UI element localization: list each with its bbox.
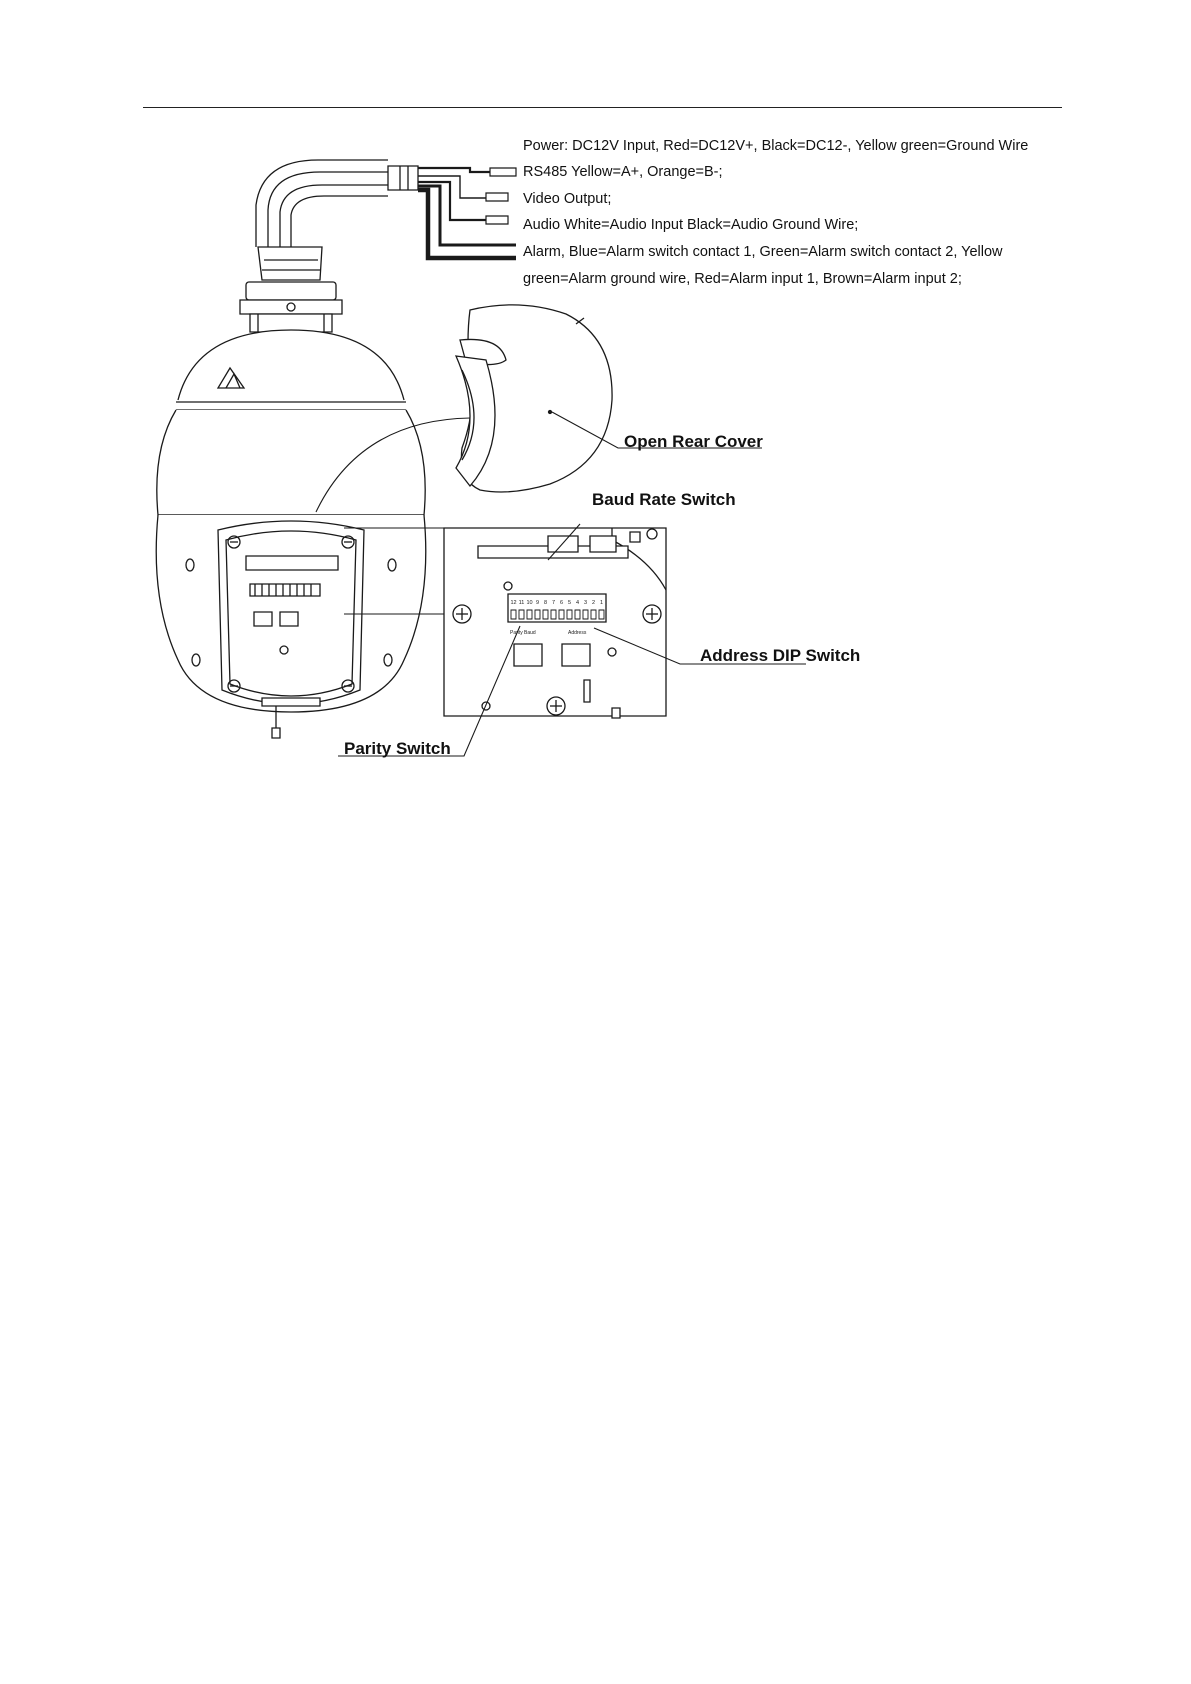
dip-number-10: 10 xyxy=(526,600,533,606)
dip-switch-8 xyxy=(543,610,548,619)
dip-switch-10 xyxy=(527,610,532,619)
dip-number-8: 8 xyxy=(543,600,548,606)
dip-number-3: 3 xyxy=(583,600,588,606)
dip-switch-9 xyxy=(535,610,540,619)
dip-switch-7 xyxy=(551,610,556,619)
power-wire-label: Power: DC12V Input, Red=DC12V+, Black=DC12-, Yellow green=Ground Wire xyxy=(523,138,1029,154)
dip-switch-6 xyxy=(559,610,564,619)
wire-fanout xyxy=(418,168,516,258)
dip-number-11: 11 xyxy=(518,600,525,606)
dip-switch-11 xyxy=(519,610,524,619)
audio-wire-label: Audio White=Audio Input Black=Audio Ground Wire; xyxy=(523,217,859,233)
alarm-wire-label-2: green=Alarm ground wire, Red=Alarm input 1, Brown=Alarm input 2; xyxy=(523,271,962,287)
dip-switch-3 xyxy=(583,610,588,619)
rs485-wire-label: RS485 Yellow=A+, Orange=B-; xyxy=(523,164,723,180)
alarm-wire-label-1: Alarm, Blue=Alarm switch contact 1, Green=Alarm switch contact 2, Yellow xyxy=(523,244,1003,260)
dip-number-6: 6 xyxy=(559,600,564,606)
dip-number-5: 5 xyxy=(567,600,572,606)
dip-switch-4 xyxy=(575,610,580,619)
dip-number-2: 2 xyxy=(591,600,596,606)
cable-bundle xyxy=(256,160,418,247)
video-wire-label: Video Output; xyxy=(523,191,612,207)
camera-mount xyxy=(240,247,342,332)
address-dip-switch-label: Address DIP Switch xyxy=(700,646,861,665)
dip-switch-5 xyxy=(567,610,572,619)
dip-number-9: 9 xyxy=(535,600,540,606)
dip-number-1: 1 xyxy=(599,600,604,606)
dip-switch-2 xyxy=(591,610,596,619)
camera-dome xyxy=(156,330,426,738)
board-address-text: Address xyxy=(568,630,587,636)
open-rear-cover-label: Open Rear Cover xyxy=(624,432,763,451)
baud-rate-switch-label: Baud Rate Switch xyxy=(592,490,736,509)
dip-switch-1 xyxy=(599,610,604,619)
board-baud-text: Baud xyxy=(524,630,536,636)
parity-switch-label: Parity Switch xyxy=(344,739,451,758)
dip-number-4: 4 xyxy=(575,600,580,606)
rear-cover xyxy=(456,305,612,492)
dip-number-12: 12 xyxy=(510,600,517,606)
dip-switch-12 xyxy=(511,610,516,619)
board-detail xyxy=(444,528,666,718)
board-parity-text: Parity xyxy=(510,630,523,636)
dip-number-7: 7 xyxy=(551,600,556,606)
